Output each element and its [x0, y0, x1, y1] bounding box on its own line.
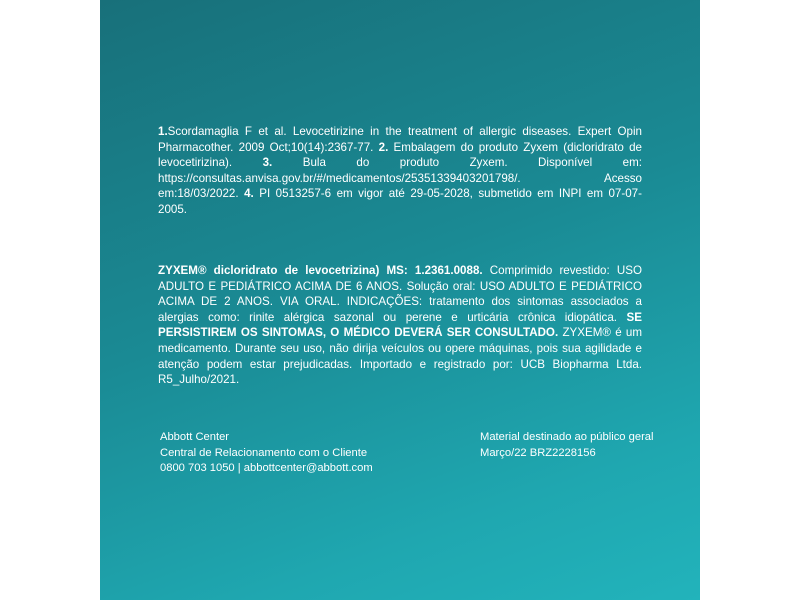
safety-notice: ZYXEM® é um medicamento. Durante seu uso, não dirija veículos ou opere máquinas, pois sua agilidade e atenção podem estar prejudicadas. Importado e registrado por: UCB Biopharma Ltda. R5_Julho/2021. — [158, 326, 642, 387]
ref-2-text: Embalagem do produto Zyxem (dicloridrato de levocetirizina). — [158, 140, 642, 170]
contact-center-desc: Central de Relacionamento com o Cliente — [160, 446, 368, 459]
ref-3-text: Bula do produto Zyxem. Disponível em: https://consultas.anvisa.gov.br/#/medicamentos/25351339403201798/. Acesso em:18/03/2022. — [158, 156, 642, 201]
references-block — [158, 124, 642, 218]
symptom-warning: SE PERSISTIREM OS SINTOMAS, O MÉDICO DEVERÁ SER CONSULTADO. — [158, 310, 642, 340]
legal-text-block — [158, 263, 642, 388]
ref-2-number: 2. — [378, 140, 389, 154]
ref-3-number: 3. — [262, 156, 273, 170]
ref-4-number: 4. — [244, 187, 254, 201]
usage-indications: Comprimido revestido: USO ADULTO E PEDIÁTRICO ACIMA DE 6 ANOS. Solução oral: USO ADULTO E PEDIÁTRICO ACIMA DE 2 ANOS. VIA ORAL. INDICAÇÕES: tratamento dos sintomas associados a alergias como: rinite alérgica sazonal ou perene e urticária crônica idiopática. — [158, 264, 642, 324]
material-info — [480, 430, 654, 461]
contact-center-name: Abbott Center — [160, 431, 230, 443]
ref-1-text: Scordamaglia F et al. Levocetirizine in the treatment of allergic diseases. Expert Opin Pharmacother. 2009 Oct;10(14):2367-77. — [158, 125, 642, 154]
audience-note: Material destinado ao público geral — [480, 431, 654, 443]
material-code: Março/22 BRZ2228156 — [480, 446, 596, 459]
contact-info — [160, 430, 373, 477]
contact-phone-email: 0800 703 1050 | abbottcenter@abbott.com — [160, 462, 373, 475]
product-registration: ZYXEM® dicloridrato de levocetrizina) MS: 1.2361.0088. — [158, 264, 483, 277]
ref-4-text: PI 0513257-6 em vigor até 29-05-2028, submetido em INPI em 07-07-2005. — [158, 187, 642, 216]
leaflet-panel — [100, 0, 700, 600]
ref-1-number: 1. — [158, 125, 168, 138]
